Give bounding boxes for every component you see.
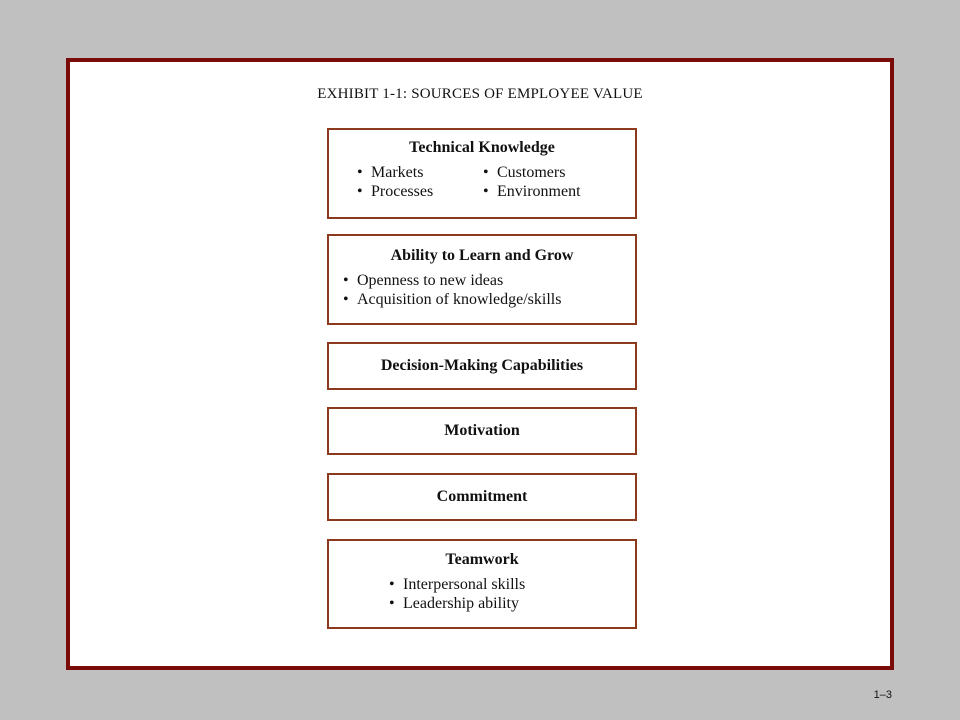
commitment-box	[327, 473, 637, 521]
decision-making-box	[327, 342, 637, 390]
list-item: • Openness to new ideas	[343, 272, 504, 289]
list-item: • Environment	[483, 183, 581, 200]
teamwork-box	[327, 539, 637, 629]
list-item: • Interpersonal skills	[389, 576, 526, 593]
motivation-box	[327, 407, 637, 455]
learn-grow-heading: Ability to Learn and Grow	[390, 247, 574, 264]
motivation-heading: Motivation	[444, 422, 520, 439]
exhibit-title: EXHIBIT 1-1: SOURCES OF EMPLOYEE VALUE	[317, 86, 643, 102]
slide-frame	[66, 58, 894, 670]
technical-knowledge-box	[327, 128, 637, 219]
decision-making-heading: Decision-Making Capabilities	[380, 357, 584, 374]
teamwork-heading: Teamwork	[445, 551, 519, 568]
technical-col-1	[357, 163, 483, 201]
list-item: • Acquisition of knowledge/skills	[343, 291, 562, 308]
commitment-heading: Commitment	[436, 488, 528, 505]
technical-col-2	[483, 163, 609, 201]
list-item: • Processes	[357, 183, 434, 200]
list-item: • Leadership ability	[389, 595, 519, 612]
list-item: • Customers	[483, 164, 566, 181]
list-item: • Markets	[357, 164, 424, 181]
technical-knowledge-heading: Technical Knowledge	[409, 139, 555, 156]
learn-grow-box	[327, 234, 637, 325]
slide-number: 1–3	[873, 689, 892, 701]
